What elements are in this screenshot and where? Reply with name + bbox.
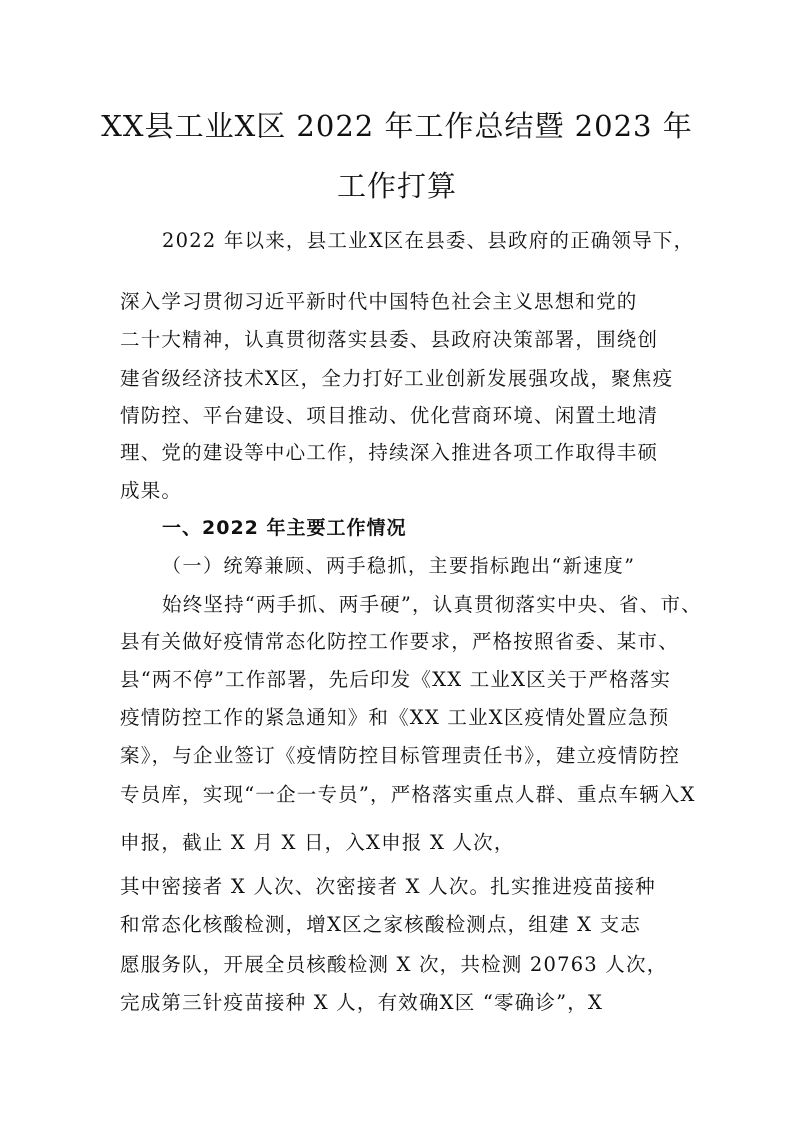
paragraph-line-14: 申报，截止 X 月 X 日，入X申报 X 人次， xyxy=(120,831,515,854)
paragraph-line-17: 愿服务队，开展全员核酸检测 X 次，共检测 20763 人次， xyxy=(120,953,668,976)
paragraph-line-5: 情防控、平台建设、项目推动、优化营商环境、闲置土地清 xyxy=(120,404,659,427)
paragraph-line-6: 理、党的建设等中心工作，持续深入推进各项工作取得丰硕 xyxy=(120,441,659,464)
paragraph-line-1: 2022 年以来，县工业X区在县委、县政府的正确领导下， xyxy=(162,229,695,252)
paragraph-line-18: 完成第三针疫苗接种 X 人，有效确X区 “零确诊”，X xyxy=(120,991,604,1014)
paragraph-line-7: 成果。 xyxy=(120,479,183,502)
paragraph-line-2: 深入学习贯彻习近平新时代中国特色社会主义思想和党的 xyxy=(120,290,638,313)
document-title-line-1: XX县工业X区 2022 年工作总结暨 2023 年 xyxy=(101,109,693,143)
paragraph-line-15: 其中密接者 X 人次、次密接者 X 人次。扎实推进疫苗接种 xyxy=(120,875,656,898)
subsection-heading-1: （一）统筹兼顾、两手稳抓，主要指标跑出“新速度” xyxy=(162,555,636,577)
paragraph-line-8: 始终坚持“两手抓、两手硬”，认真贯彻落实中央、省、市、 xyxy=(162,593,702,616)
paragraph-line-3: 二十大精神，认真贯彻落实县委、县政府决策部署，围绕创 xyxy=(120,328,659,351)
paragraph-line-9: 县有关做好疫情常态化防控工作要求，严格按照省委、某市、 xyxy=(120,630,679,653)
section-heading-1: 一、2022 年主要工作情况 xyxy=(162,517,407,539)
paragraph-line-10: 县“两不停”工作部署，先后印发《XX 工业X区关于严格落实 xyxy=(120,668,672,691)
document-title-line-2: 工作打算 xyxy=(336,169,457,203)
paragraph-line-12: 案》，与企业签订《疫情防控目标管理责任书》，建立疫情防控 xyxy=(120,744,681,767)
paragraph-line-13: 专员库，实现“一企一专员”，严格落实重点人群、重点车辆入X xyxy=(120,783,696,806)
paragraph-line-11: 疫情防控工作的紧急通知》和《XX 工业X区疫情处置应急预 xyxy=(120,706,670,729)
paragraph-line-16: 和常态化核酸检测，增X区之家核酸检测点，组建 X 支志 xyxy=(120,913,642,936)
paragraph-line-4: 建省级经济技术X区，全力打好工业创新发展强攻战，聚焦疫 xyxy=(120,367,674,390)
